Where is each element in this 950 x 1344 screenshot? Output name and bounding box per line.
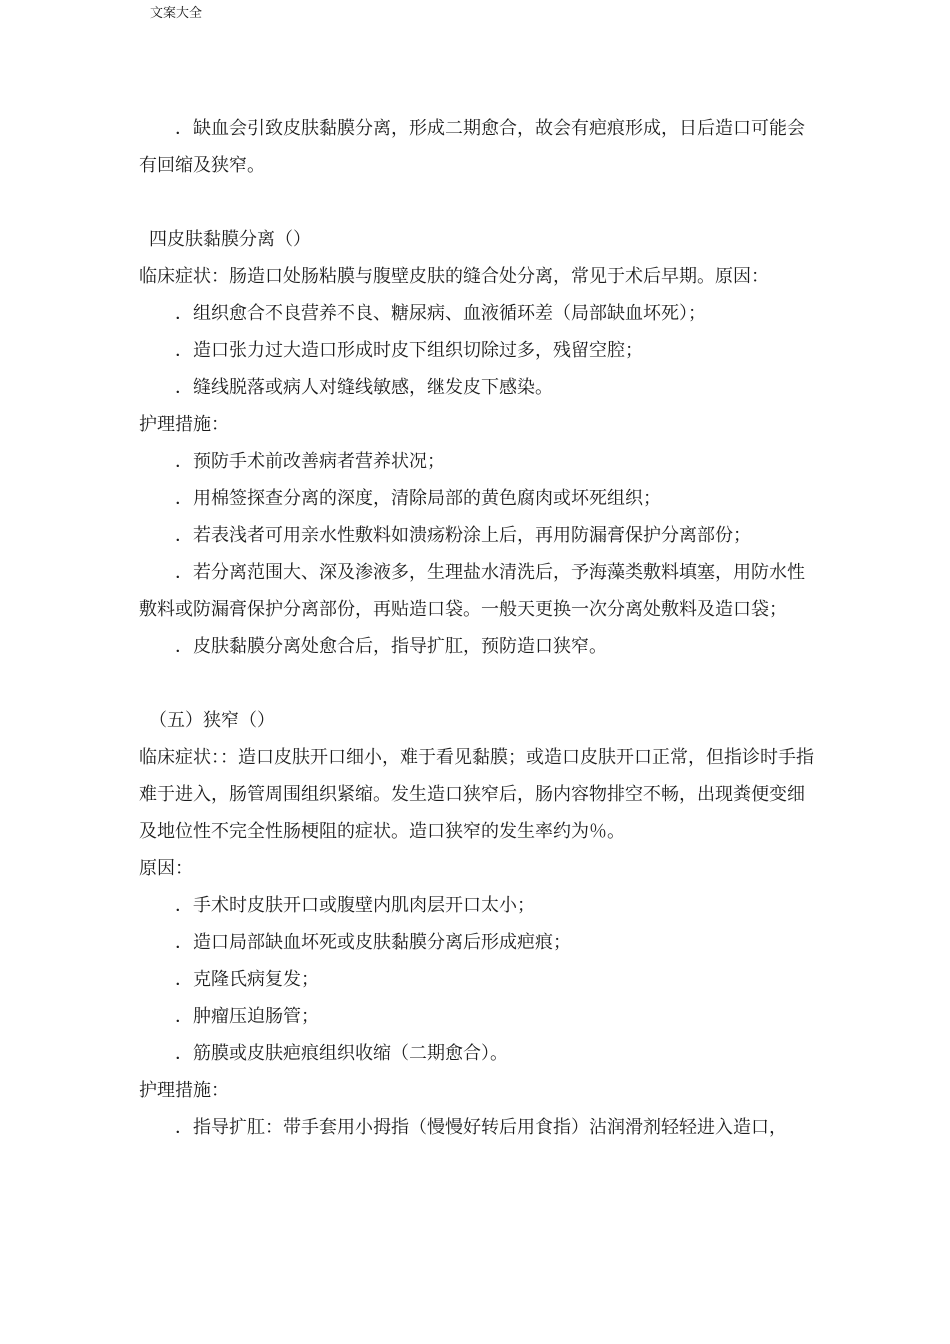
cause-item: ．组织愈合不良营养不良、糖尿病、血液循环差（局部缺血坏死）； [175, 303, 706, 324]
spacer [139, 665, 819, 702]
cause-item: ．造口张力过大造口形成时皮下组织切除过多，残留空腔； [175, 340, 643, 361]
care-item: ．皮肤黏膜分离处愈合后，指导扩肛，预防造口狭窄。 [175, 636, 607, 657]
page-header: 文案大全 [150, 6, 203, 21]
cause-item: ．缝线脱落或病人对缝线敏感，继发皮下感染。 [175, 377, 553, 398]
document-body [139, 110, 819, 1146]
care-item: ．若表浅者可用亲水性敷料如溃疡粉涂上后，再用防漏膏保护分离部份； [175, 525, 751, 546]
section-heading-4: 四皮肤黏膜分离（） [149, 229, 311, 250]
symptom-paragraph: 临床症状：：造口皮肤开口细小，难于看见黏膜；或造口皮肤开口正常，但指诊时手指难于进入，肠管周围组织紧缩。发生造口狭窄后，肠内容物排空不畅，出现粪便变细及地位性不完全性肠梗阻的症状。造口狭窄的发生率约为％。 [139, 747, 814, 842]
cause-item: ．肿瘤压迫肠管； [175, 1006, 319, 1027]
care-item: ．指导扩肛：带手套用小拇指（慢慢好转后用食指）沾润滑剂轻轻进入造口， [175, 1117, 787, 1138]
care-item: ．预防手术前改善病者营养状况； [175, 451, 445, 472]
care-label: 护理措施： [139, 1080, 229, 1101]
cause-item: ．筋膜或皮肤疤痕组织收缩（二期愈合）。 [175, 1043, 508, 1064]
section-heading-5: （五）狭窄（） [149, 710, 275, 731]
paragraph-ischemia-note: ．缺血会引致皮肤黏膜分离，形成二期愈合，故会有疤痕形成，日后造口可能会有回缩及狭窄。 [139, 118, 805, 176]
symptom-paragraph: 临床症状：肠造口处肠粘膜与腹壁皮肤的缝合处分离，常见于术后早期。原因： [139, 266, 769, 287]
cause-item: ．手术时皮肤开口或腹壁内肌肉层开口太小； [175, 895, 535, 916]
care-item: ．若分离范围大、深及渗液多，生理盐水清洗后，予海藻类敷料填塞，用防水性敷料或防漏膏保护分离部份，再贴造口袋。一般天更换一次分离处敷料及造口袋； [139, 562, 805, 620]
spacer [139, 184, 819, 221]
care-label: 护理措施： [139, 414, 229, 435]
cause-label: 原因： [139, 858, 193, 879]
cause-item: ．造口局部缺血坏死或皮肤黏膜分离后形成疤痕； [175, 932, 571, 953]
care-item: ．用棉签探查分离的深度，清除局部的黄色腐肉或坏死组织； [175, 488, 661, 509]
cause-item: ．克隆氏病复发； [175, 969, 319, 990]
